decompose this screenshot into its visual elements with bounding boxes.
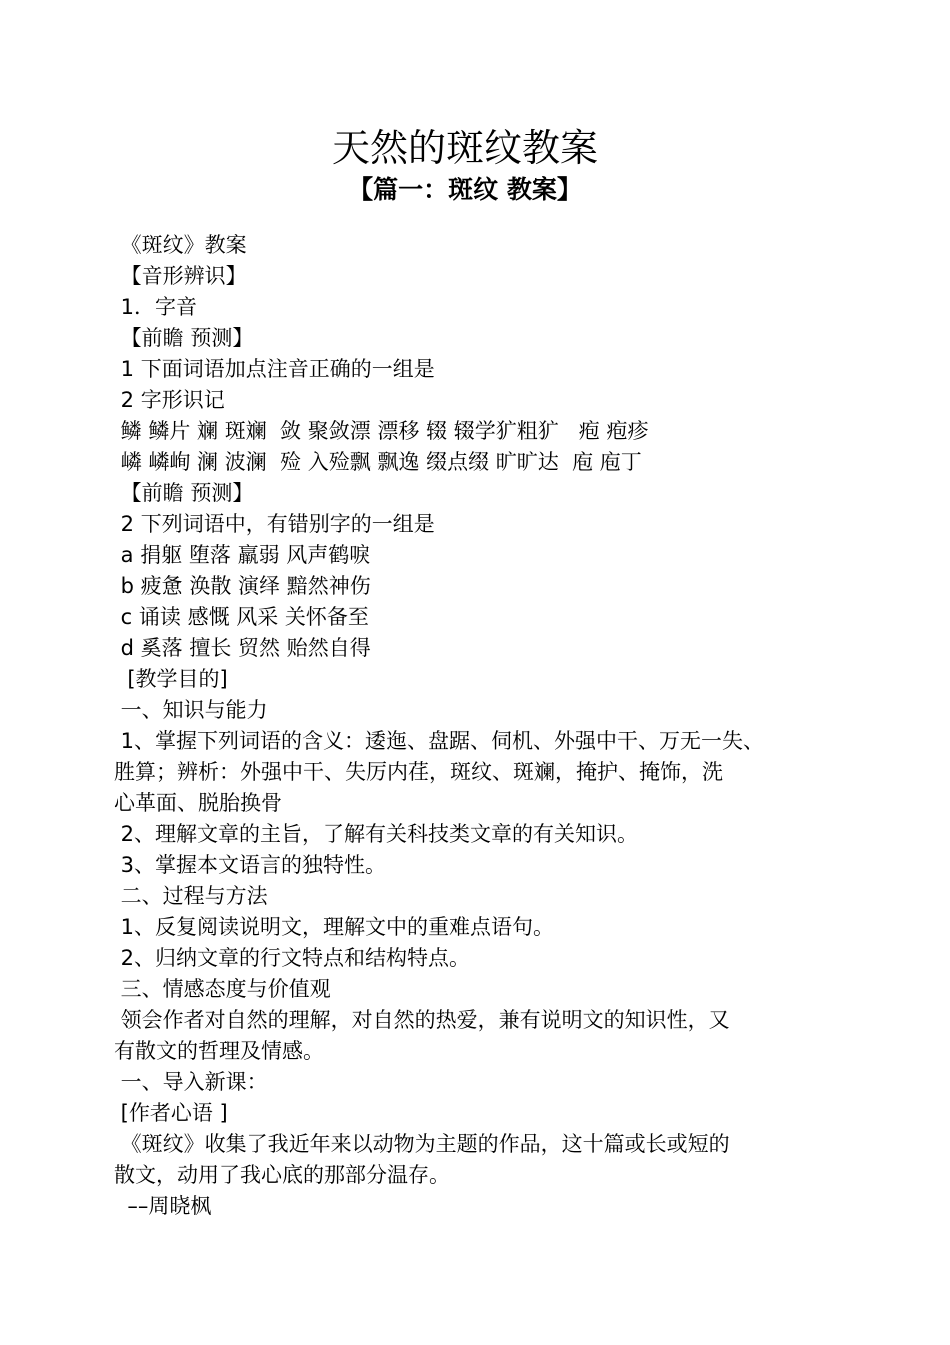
text-line: 1．字音 [114, 295, 198, 319]
text-line: 有散文的哲理及情感。 [114, 1039, 324, 1063]
section-heading: 【前瞻 预测】 [114, 481, 254, 505]
text-line: 嶙 嶙峋 澜 波澜 殓 入殓飘 飘逸 缀点缀 旷旷达 庖 庖丁 [114, 450, 642, 474]
document-title: 天然的斑纹教案 [331, 126, 598, 170]
text-line: 1、反复阅读说明文，理解文中的重难点语句。 [114, 915, 555, 939]
text-line: 鳞 鳞片 斓 斑斓 敛 聚敛漂 漂移 辍 辍学犷粗犷 疱 疱疹 [114, 419, 649, 443]
section-heading: 一、知识与能力 [114, 698, 268, 722]
text-line: 胜算；辨析：外强中干、失厉内荏，斑纹、斑斓，掩护、掩饰，洗 [114, 760, 723, 784]
section-heading: 一、导入新课： [114, 1070, 268, 1094]
section-heading: 三、情感态度与价值观 [114, 977, 331, 1001]
text-line: 心革面、脱胎换骨 [114, 791, 282, 815]
text-line: 散文，动用了我心底的那部分温存。 [114, 1163, 450, 1187]
option-line: b 疲惫 涣散 演绎 黯然神伤 [114, 574, 371, 598]
text-line: 领会作者对自然的理解，对自然的热爱，兼有说明文的知识性，又 [114, 1008, 730, 1032]
section-heading: 二、过程与方法 [114, 884, 268, 908]
option-line: a 捐躯 堕落 羸弱 风声鹤唳 [114, 543, 371, 567]
text-line: 2 字形识记 [114, 388, 225, 412]
section-heading: 【前瞻 预测】 [114, 326, 254, 350]
text-line: 2 下列词语中，有错别字的一组是 [114, 512, 435, 536]
text-line: 《斑纹》收集了我近年来以动物为主题的作品，这十篇或长或短的 [114, 1132, 730, 1156]
option-line: c 诵读 感慨 风采 关怀备至 [114, 605, 369, 629]
document-body [114, 230, 804, 1222]
section-heading: [教学目的] [114, 667, 228, 691]
text-line: 2、理解文章的主旨，了解有关科技类文章的有关知识。 [114, 822, 639, 846]
text-line: 《斑纹》教案 [114, 233, 247, 257]
section-heading: [作者心语 ] [114, 1101, 228, 1125]
text-line: 1 下面词语加点注音正确的一组是 [114, 357, 435, 381]
text-line: 3、掌握本文语言的独特性。 [114, 853, 387, 877]
document-subtitle: 【篇一：斑纹 教案】 [348, 175, 582, 204]
text-line: 2、归纳文章的行文特点和结构特点。 [114, 946, 471, 970]
text-line: 1、掌握下列词语的含义：逶迤、盘踞、伺机、外强中干、万无一失、 [114, 729, 765, 753]
section-heading: 【音形辨识】 [114, 264, 247, 288]
option-line: d 奚落 擅长 贸然 贻然自得 [114, 636, 371, 660]
author-signature: ––周晓枫 [114, 1194, 212, 1218]
